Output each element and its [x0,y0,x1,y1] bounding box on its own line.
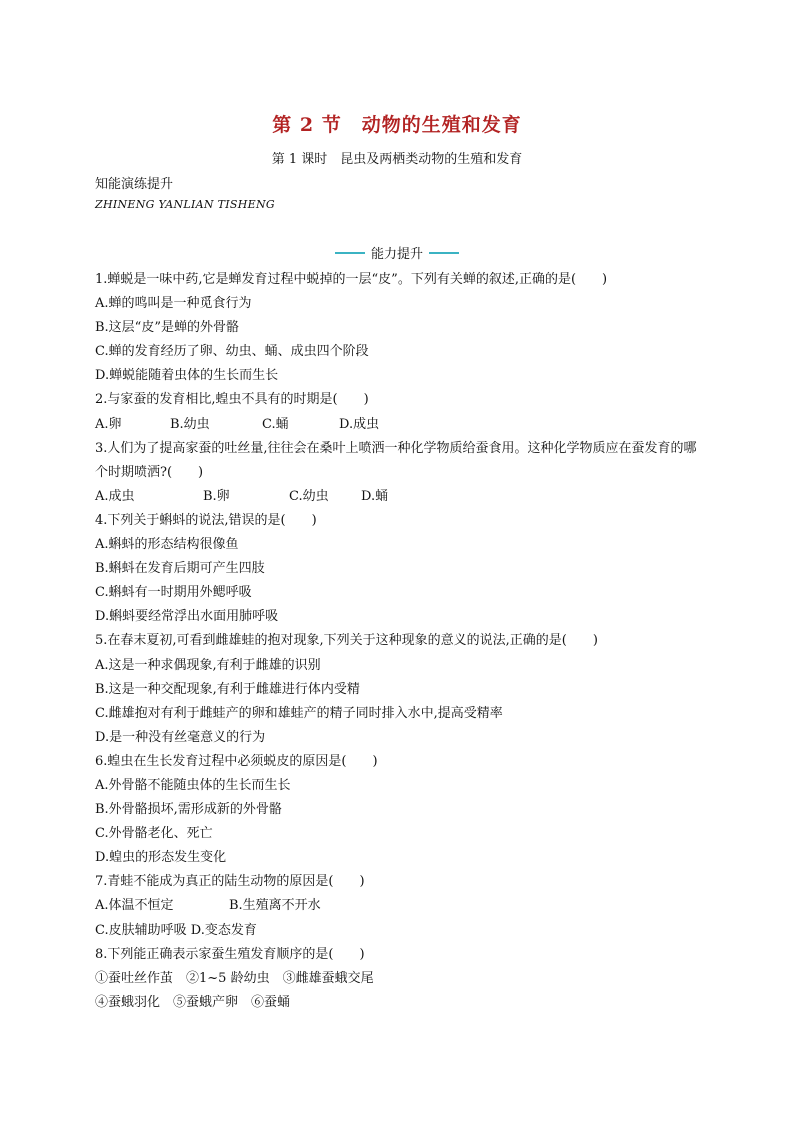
right-rule [429,252,459,254]
option: B.生殖离不开水 [229,898,321,914]
lesson-subtitle: 第 1 课时 昆虫及两栖类动物的生殖和发育 [271,152,523,167]
option: D.蛹 [361,488,389,504]
question-list [95,268,705,1015]
option: C.蛹 [262,416,289,432]
option: D.蝗虫的形态发生变化 [95,850,227,866]
option-row [95,413,705,437]
option: B.外骨骼损坏,需形成新的外骨骼 [95,802,282,818]
option: A.体温不恒定 [95,898,174,914]
option: A.外骨骼不能随虫体的生长而生长 [95,777,291,793]
question-stem: 2.与家蚕的发育相比,蝗虫不具有的时期是( ) [95,392,369,408]
ability-section-header [0,243,794,262]
question-stem: 3.人们为了提高家蚕的吐丝量,往往会在桑叶上喷洒一种化学物质给蚕食用。这种化学物质应在蚕发育的哪个时期喷洒?( ) [95,440,697,480]
lesson-title: 第 2 节 动物的生殖和发育 [272,114,522,136]
question-stem: 7.青蛙不能成为真正的陆生动物的原因是( ) [95,874,365,890]
left-rule [335,252,365,254]
option: A.成虫 [95,488,135,504]
option-row [95,485,705,509]
question-stem: 5.在春末夏初,可看到雌雄蛙的抱对现象,下列关于这种现象的意义的说法,正确的是( ) [95,633,598,649]
option: B.蝌蚪在发育后期可产生四肢 [95,561,265,577]
option: A.蝉的鸣叫是一种觅食行为 [95,296,252,312]
option-row [95,919,705,943]
option: D.变态发育 [190,922,257,938]
option: C.幼虫 [289,488,329,504]
question-stem: 4.下列关于蝌蚪的说法,错误的是( ) [95,512,317,528]
question-stem: 6.蝗虫在生长发育过程中必须蜕皮的原因是( ) [95,753,378,769]
option: C.蝌蚪有一时期用外鳃呼吸 [95,585,252,601]
option: C.外骨骼老化、死亡 [95,826,213,842]
option: C.皮肤辅助呼吸 [95,922,187,938]
option: B.这层“皮”是蝉的外骨骼 [95,320,239,336]
ability-label: 能力提升 [370,247,423,262]
section-heading-pinyin: ZHINENG YANLIAN TISHENG [95,198,275,211]
option: A.卵 [95,416,122,432]
option: B.卵 [203,488,230,504]
sequence-items: ①蚕吐丝作茧 ②1~5 龄幼虫 ③雌雄蚕蛾交尾 [95,970,374,986]
option: B.幼虫 [170,416,210,432]
option: C.雌雄抱对有利于雌蛙产的卵和雄蛙产的精子同时排入水中,提高受精率 [95,705,503,721]
option: A.这是一种求偶现象,有利于雌雄的识别 [95,657,321,673]
sequence-items: ④蚕蛾羽化 ⑤蚕蛾产卵 ⑥蚕蛹 [95,994,291,1010]
option: B.这是一种交配现象,有利于雌雄进行体内受精 [95,681,360,697]
option: D.是一种没有丝毫意义的行为 [95,729,266,745]
section-heading-cn: 知能演练提升 [95,177,174,192]
question-stem: 8.下列能正确表示家蚕生殖发育顺序的是( ) [95,946,365,962]
option: D.蝉蜕能随着虫体的生长而生长 [95,368,279,384]
option: D.蝌蚪要经常浮出水面用肺呼吸 [95,609,279,625]
question-stem: 1.蝉蜕是一味中药,它是蝉发育过程中蜕掉的一层“皮”。下列有关蝉的叙述,正确的是( ) [95,272,608,287]
option-row [95,894,705,918]
option: A.蝌蚪的形态结构很像鱼 [95,537,239,553]
option: C.蝉的发育经历了卵、幼虫、蛹、成虫四个阶段 [95,344,369,360]
option: D.成虫 [339,416,380,432]
